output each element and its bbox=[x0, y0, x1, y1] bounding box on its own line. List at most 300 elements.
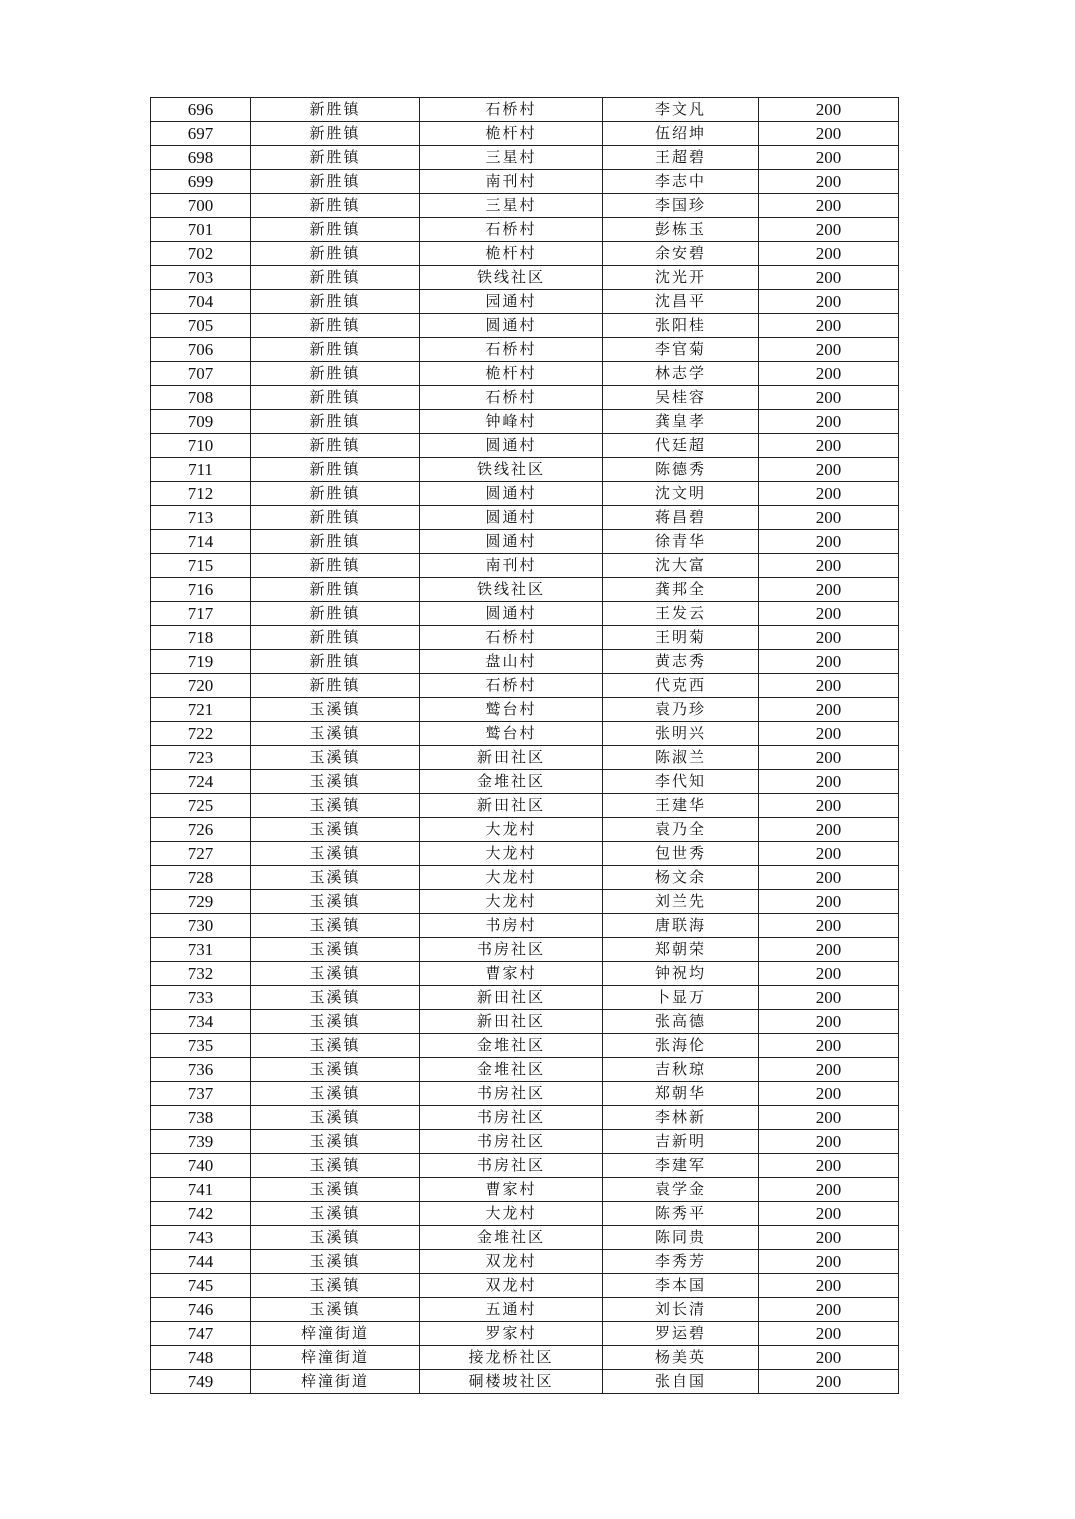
amount-cell: 200 bbox=[759, 410, 899, 434]
person-name-cell: 李林新 bbox=[603, 1106, 759, 1130]
town-cell: 新胜镇 bbox=[251, 434, 420, 458]
serial-number-cell: 707 bbox=[151, 362, 251, 386]
serial-number-cell: 717 bbox=[151, 602, 251, 626]
serial-number-cell: 732 bbox=[151, 962, 251, 986]
amount-cell: 200 bbox=[759, 914, 899, 938]
table-row bbox=[151, 962, 899, 986]
village-cell: 金堆社区 bbox=[420, 1058, 603, 1082]
town-cell: 新胜镇 bbox=[251, 410, 420, 434]
amount-cell: 200 bbox=[759, 482, 899, 506]
town-cell: 新胜镇 bbox=[251, 458, 420, 482]
serial-number-cell: 744 bbox=[151, 1250, 251, 1274]
amount-cell: 200 bbox=[759, 1202, 899, 1226]
table-row bbox=[151, 794, 899, 818]
amount-cell: 200 bbox=[759, 1106, 899, 1130]
village-cell: 南刊村 bbox=[420, 554, 603, 578]
amount-cell: 200 bbox=[759, 626, 899, 650]
village-cell: 金堆社区 bbox=[420, 770, 603, 794]
table-row bbox=[151, 362, 899, 386]
person-name-cell: 李文凡 bbox=[603, 98, 759, 122]
serial-number-cell: 737 bbox=[151, 1082, 251, 1106]
village-cell: 曹家村 bbox=[420, 962, 603, 986]
table-row bbox=[151, 1346, 899, 1370]
serial-number-cell: 742 bbox=[151, 1202, 251, 1226]
table-row bbox=[151, 170, 899, 194]
person-name-cell: 陈同贵 bbox=[603, 1226, 759, 1250]
village-cell: 三星村 bbox=[420, 194, 603, 218]
village-cell: 鹫台村 bbox=[420, 722, 603, 746]
serial-number-cell: 714 bbox=[151, 530, 251, 554]
amount-cell: 200 bbox=[759, 842, 899, 866]
table-row bbox=[151, 266, 899, 290]
village-cell: 书房社区 bbox=[420, 938, 603, 962]
person-name-cell: 沈大富 bbox=[603, 554, 759, 578]
table-row bbox=[151, 482, 899, 506]
village-cell: 新田社区 bbox=[420, 794, 603, 818]
table-row bbox=[151, 338, 899, 362]
person-name-cell: 杨文余 bbox=[603, 866, 759, 890]
person-name-cell: 李本国 bbox=[603, 1274, 759, 1298]
person-name-cell: 余安碧 bbox=[603, 242, 759, 266]
village-cell: 大龙村 bbox=[420, 818, 603, 842]
town-cell: 玉溪镇 bbox=[251, 866, 420, 890]
village-cell: 盘山村 bbox=[420, 650, 603, 674]
village-cell: 石桥村 bbox=[420, 386, 603, 410]
table-row bbox=[151, 458, 899, 482]
person-name-cell: 张自国 bbox=[603, 1370, 759, 1394]
serial-number-cell: 698 bbox=[151, 146, 251, 170]
table-row bbox=[151, 530, 899, 554]
serial-number-cell: 708 bbox=[151, 386, 251, 410]
table-row bbox=[151, 242, 899, 266]
person-name-cell: 包世秀 bbox=[603, 842, 759, 866]
town-cell: 玉溪镇 bbox=[251, 722, 420, 746]
town-cell: 新胜镇 bbox=[251, 650, 420, 674]
table-row bbox=[151, 1010, 899, 1034]
person-name-cell: 龚皇孝 bbox=[603, 410, 759, 434]
amount-cell: 200 bbox=[759, 770, 899, 794]
person-name-cell: 代廷超 bbox=[603, 434, 759, 458]
table-row bbox=[151, 698, 899, 722]
serial-number-cell: 741 bbox=[151, 1178, 251, 1202]
village-cell: 石桥村 bbox=[420, 626, 603, 650]
serial-number-cell: 720 bbox=[151, 674, 251, 698]
person-name-cell: 吴桂容 bbox=[603, 386, 759, 410]
person-name-cell: 张明兴 bbox=[603, 722, 759, 746]
town-cell: 新胜镇 bbox=[251, 362, 420, 386]
village-cell: 石桥村 bbox=[420, 98, 603, 122]
serial-number-cell: 727 bbox=[151, 842, 251, 866]
person-name-cell: 黄志秀 bbox=[603, 650, 759, 674]
town-cell: 新胜镇 bbox=[251, 122, 420, 146]
table-row bbox=[151, 890, 899, 914]
town-cell: 新胜镇 bbox=[251, 386, 420, 410]
serial-number-cell: 722 bbox=[151, 722, 251, 746]
amount-cell: 200 bbox=[759, 1226, 899, 1250]
person-name-cell: 王超碧 bbox=[603, 146, 759, 170]
town-cell: 新胜镇 bbox=[251, 530, 420, 554]
town-cell: 新胜镇 bbox=[251, 554, 420, 578]
table-row bbox=[151, 1082, 899, 1106]
town-cell: 玉溪镇 bbox=[251, 1178, 420, 1202]
serial-number-cell: 711 bbox=[151, 458, 251, 482]
serial-number-cell: 745 bbox=[151, 1274, 251, 1298]
data-table bbox=[150, 97, 899, 1394]
village-cell: 书房社区 bbox=[420, 1106, 603, 1130]
table-row bbox=[151, 650, 899, 674]
table-row bbox=[151, 602, 899, 626]
town-cell: 玉溪镇 bbox=[251, 890, 420, 914]
serial-number-cell: 731 bbox=[151, 938, 251, 962]
table-row bbox=[151, 146, 899, 170]
person-name-cell: 刘长清 bbox=[603, 1298, 759, 1322]
serial-number-cell: 749 bbox=[151, 1370, 251, 1394]
person-name-cell: 袁乃珍 bbox=[603, 698, 759, 722]
person-name-cell: 郑朝荣 bbox=[603, 938, 759, 962]
serial-number-cell: 718 bbox=[151, 626, 251, 650]
serial-number-cell: 733 bbox=[151, 986, 251, 1010]
table-row bbox=[151, 554, 899, 578]
town-cell: 玉溪镇 bbox=[251, 1010, 420, 1034]
serial-number-cell: 743 bbox=[151, 1226, 251, 1250]
town-cell: 新胜镇 bbox=[251, 578, 420, 602]
table-row bbox=[151, 1274, 899, 1298]
amount-cell: 200 bbox=[759, 1178, 899, 1202]
table-row bbox=[151, 1154, 899, 1178]
town-cell: 玉溪镇 bbox=[251, 698, 420, 722]
village-cell: 圆通村 bbox=[420, 530, 603, 554]
table-row bbox=[151, 626, 899, 650]
table-row bbox=[151, 194, 899, 218]
person-name-cell: 徐青华 bbox=[603, 530, 759, 554]
table-row bbox=[151, 1370, 899, 1394]
town-cell: 玉溪镇 bbox=[251, 1226, 420, 1250]
village-cell: 三星村 bbox=[420, 146, 603, 170]
village-cell: 石桥村 bbox=[420, 674, 603, 698]
amount-cell: 200 bbox=[759, 1010, 899, 1034]
village-cell: 五通村 bbox=[420, 1298, 603, 1322]
town-cell: 新胜镇 bbox=[251, 218, 420, 242]
table-row bbox=[151, 1202, 899, 1226]
person-name-cell: 唐联海 bbox=[603, 914, 759, 938]
serial-number-cell: 725 bbox=[151, 794, 251, 818]
village-cell: 大龙村 bbox=[420, 866, 603, 890]
town-cell: 玉溪镇 bbox=[251, 1154, 420, 1178]
amount-cell: 200 bbox=[759, 746, 899, 770]
town-cell: 新胜镇 bbox=[251, 194, 420, 218]
serial-number-cell: 726 bbox=[151, 818, 251, 842]
amount-cell: 200 bbox=[759, 242, 899, 266]
table-row bbox=[151, 1322, 899, 1346]
amount-cell: 200 bbox=[759, 290, 899, 314]
town-cell: 梓潼街道 bbox=[251, 1370, 420, 1394]
person-name-cell: 郑朝华 bbox=[603, 1082, 759, 1106]
town-cell: 玉溪镇 bbox=[251, 914, 420, 938]
table-row bbox=[151, 218, 899, 242]
person-name-cell: 代克西 bbox=[603, 674, 759, 698]
amount-cell: 200 bbox=[759, 794, 899, 818]
town-cell: 玉溪镇 bbox=[251, 746, 420, 770]
serial-number-cell: 729 bbox=[151, 890, 251, 914]
town-cell: 新胜镇 bbox=[251, 314, 420, 338]
amount-cell: 200 bbox=[759, 1322, 899, 1346]
person-name-cell: 龚邦全 bbox=[603, 578, 759, 602]
table-row bbox=[151, 386, 899, 410]
amount-cell: 200 bbox=[759, 338, 899, 362]
village-cell: 鹫台村 bbox=[420, 698, 603, 722]
village-cell: 圆通村 bbox=[420, 314, 603, 338]
table-row bbox=[151, 938, 899, 962]
amount-cell: 200 bbox=[759, 122, 899, 146]
town-cell: 玉溪镇 bbox=[251, 770, 420, 794]
town-cell: 玉溪镇 bbox=[251, 1274, 420, 1298]
amount-cell: 200 bbox=[759, 218, 899, 242]
table-row bbox=[151, 434, 899, 458]
village-cell: 大龙村 bbox=[420, 890, 603, 914]
amount-cell: 200 bbox=[759, 938, 899, 962]
town-cell: 新胜镇 bbox=[251, 338, 420, 362]
amount-cell: 200 bbox=[759, 266, 899, 290]
amount-cell: 200 bbox=[759, 386, 899, 410]
serial-number-cell: 723 bbox=[151, 746, 251, 770]
amount-cell: 200 bbox=[759, 434, 899, 458]
town-cell: 玉溪镇 bbox=[251, 962, 420, 986]
village-cell: 双龙村 bbox=[420, 1274, 603, 1298]
amount-cell: 200 bbox=[759, 554, 899, 578]
village-cell: 钟峰村 bbox=[420, 410, 603, 434]
town-cell: 新胜镇 bbox=[251, 242, 420, 266]
village-cell: 新田社区 bbox=[420, 746, 603, 770]
village-cell: 书房村 bbox=[420, 914, 603, 938]
table-row bbox=[151, 914, 899, 938]
person-name-cell: 彭栋玉 bbox=[603, 218, 759, 242]
village-cell: 南刊村 bbox=[420, 170, 603, 194]
table-row bbox=[151, 1058, 899, 1082]
amount-cell: 200 bbox=[759, 1370, 899, 1394]
person-name-cell: 吉新明 bbox=[603, 1130, 759, 1154]
amount-cell: 200 bbox=[759, 578, 899, 602]
serial-number-cell: 696 bbox=[151, 98, 251, 122]
serial-number-cell: 736 bbox=[151, 1058, 251, 1082]
serial-number-cell: 728 bbox=[151, 866, 251, 890]
village-cell: 金堆社区 bbox=[420, 1226, 603, 1250]
serial-number-cell: 704 bbox=[151, 290, 251, 314]
person-name-cell: 张阳桂 bbox=[603, 314, 759, 338]
village-cell: 桅杆村 bbox=[420, 362, 603, 386]
amount-cell: 200 bbox=[759, 1298, 899, 1322]
person-name-cell: 李志中 bbox=[603, 170, 759, 194]
amount-cell: 200 bbox=[759, 362, 899, 386]
town-cell: 新胜镇 bbox=[251, 506, 420, 530]
table-row bbox=[151, 410, 899, 434]
serial-number-cell: 699 bbox=[151, 170, 251, 194]
amount-cell: 200 bbox=[759, 890, 899, 914]
table-row bbox=[151, 1034, 899, 1058]
town-cell: 玉溪镇 bbox=[251, 1250, 420, 1274]
town-cell: 玉溪镇 bbox=[251, 986, 420, 1010]
village-cell: 书房社区 bbox=[420, 1154, 603, 1178]
amount-cell: 200 bbox=[759, 314, 899, 338]
serial-number-cell: 716 bbox=[151, 578, 251, 602]
person-name-cell: 王明菊 bbox=[603, 626, 759, 650]
table-row bbox=[151, 842, 899, 866]
amount-cell: 200 bbox=[759, 1130, 899, 1154]
village-cell: 园通村 bbox=[420, 290, 603, 314]
town-cell: 玉溪镇 bbox=[251, 1034, 420, 1058]
amount-cell: 200 bbox=[759, 722, 899, 746]
amount-cell: 200 bbox=[759, 1274, 899, 1298]
village-cell: 书房社区 bbox=[420, 1130, 603, 1154]
serial-number-cell: 709 bbox=[151, 410, 251, 434]
table-row bbox=[151, 506, 899, 530]
person-name-cell: 陈淑兰 bbox=[603, 746, 759, 770]
person-name-cell: 李代知 bbox=[603, 770, 759, 794]
serial-number-cell: 739 bbox=[151, 1130, 251, 1154]
serial-number-cell: 740 bbox=[151, 1154, 251, 1178]
table-row bbox=[151, 1130, 899, 1154]
amount-cell: 200 bbox=[759, 1034, 899, 1058]
person-name-cell: 袁学金 bbox=[603, 1178, 759, 1202]
person-name-cell: 沈光开 bbox=[603, 266, 759, 290]
village-cell: 石桥村 bbox=[420, 218, 603, 242]
village-cell: 金堆社区 bbox=[420, 1034, 603, 1058]
village-cell: 圆通村 bbox=[420, 506, 603, 530]
amount-cell: 200 bbox=[759, 818, 899, 842]
serial-number-cell: 702 bbox=[151, 242, 251, 266]
village-cell: 石桥村 bbox=[420, 338, 603, 362]
village-cell: 书房社区 bbox=[420, 1082, 603, 1106]
serial-number-cell: 719 bbox=[151, 650, 251, 674]
table-row bbox=[151, 722, 899, 746]
table-row bbox=[151, 578, 899, 602]
village-cell: 圆通村 bbox=[420, 602, 603, 626]
person-name-cell: 李国珍 bbox=[603, 194, 759, 218]
town-cell: 玉溪镇 bbox=[251, 1082, 420, 1106]
serial-number-cell: 748 bbox=[151, 1346, 251, 1370]
village-cell: 接龙桥社区 bbox=[420, 1346, 603, 1370]
amount-cell: 200 bbox=[759, 650, 899, 674]
serial-number-cell: 735 bbox=[151, 1034, 251, 1058]
village-cell: 罗家村 bbox=[420, 1322, 603, 1346]
town-cell: 玉溪镇 bbox=[251, 794, 420, 818]
village-cell: 铁线社区 bbox=[420, 578, 603, 602]
town-cell: 梓潼街道 bbox=[251, 1346, 420, 1370]
serial-number-cell: 747 bbox=[151, 1322, 251, 1346]
serial-number-cell: 712 bbox=[151, 482, 251, 506]
serial-number-cell: 721 bbox=[151, 698, 251, 722]
town-cell: 新胜镇 bbox=[251, 602, 420, 626]
person-name-cell: 伍绍坤 bbox=[603, 122, 759, 146]
table-row bbox=[151, 1178, 899, 1202]
serial-number-cell: 715 bbox=[151, 554, 251, 578]
table-row bbox=[151, 746, 899, 770]
amount-cell: 200 bbox=[759, 962, 899, 986]
amount-cell: 200 bbox=[759, 194, 899, 218]
serial-number-cell: 700 bbox=[151, 194, 251, 218]
serial-number-cell: 734 bbox=[151, 1010, 251, 1034]
town-cell: 玉溪镇 bbox=[251, 1106, 420, 1130]
village-cell: 硐楼坡社区 bbox=[420, 1370, 603, 1394]
amount-cell: 200 bbox=[759, 602, 899, 626]
table-row bbox=[151, 122, 899, 146]
amount-cell: 200 bbox=[759, 1346, 899, 1370]
village-cell: 桅杆村 bbox=[420, 122, 603, 146]
serial-number-cell: 724 bbox=[151, 770, 251, 794]
table-row bbox=[151, 818, 899, 842]
person-name-cell: 沈文明 bbox=[603, 482, 759, 506]
person-name-cell: 林志学 bbox=[603, 362, 759, 386]
serial-number-cell: 706 bbox=[151, 338, 251, 362]
person-name-cell: 李建军 bbox=[603, 1154, 759, 1178]
village-cell: 双龙村 bbox=[420, 1250, 603, 1274]
village-cell: 大龙村 bbox=[420, 1202, 603, 1226]
table-row bbox=[151, 986, 899, 1010]
person-name-cell: 王建华 bbox=[603, 794, 759, 818]
village-cell: 大龙村 bbox=[420, 842, 603, 866]
serial-number-cell: 730 bbox=[151, 914, 251, 938]
town-cell: 玉溪镇 bbox=[251, 818, 420, 842]
person-name-cell: 吉秋琼 bbox=[603, 1058, 759, 1082]
amount-cell: 200 bbox=[759, 98, 899, 122]
amount-cell: 200 bbox=[759, 1082, 899, 1106]
town-cell: 新胜镇 bbox=[251, 146, 420, 170]
village-cell: 圆通村 bbox=[420, 434, 603, 458]
town-cell: 新胜镇 bbox=[251, 266, 420, 290]
table-row bbox=[151, 98, 899, 122]
town-cell: 新胜镇 bbox=[251, 482, 420, 506]
table-row bbox=[151, 1250, 899, 1274]
amount-cell: 200 bbox=[759, 674, 899, 698]
serial-number-cell: 705 bbox=[151, 314, 251, 338]
person-name-cell: 刘兰先 bbox=[603, 890, 759, 914]
town-cell: 玉溪镇 bbox=[251, 938, 420, 962]
amount-cell: 200 bbox=[759, 1058, 899, 1082]
table-body bbox=[151, 98, 899, 1394]
person-name-cell: 张高德 bbox=[603, 1010, 759, 1034]
person-name-cell: 袁乃全 bbox=[603, 818, 759, 842]
table-row bbox=[151, 290, 899, 314]
table-row bbox=[151, 314, 899, 338]
town-cell: 梓潼街道 bbox=[251, 1322, 420, 1346]
serial-number-cell: 738 bbox=[151, 1106, 251, 1130]
person-name-cell: 张海伦 bbox=[603, 1034, 759, 1058]
town-cell: 玉溪镇 bbox=[251, 1298, 420, 1322]
amount-cell: 200 bbox=[759, 698, 899, 722]
table-row bbox=[151, 1106, 899, 1130]
table-row bbox=[151, 770, 899, 794]
person-name-cell: 杨美英 bbox=[603, 1346, 759, 1370]
serial-number-cell: 713 bbox=[151, 506, 251, 530]
person-name-cell: 钟祝均 bbox=[603, 962, 759, 986]
person-name-cell: 罗运碧 bbox=[603, 1322, 759, 1346]
serial-number-cell: 703 bbox=[151, 266, 251, 290]
person-name-cell: 李官菊 bbox=[603, 338, 759, 362]
serial-number-cell: 710 bbox=[151, 434, 251, 458]
person-name-cell: 陈德秀 bbox=[603, 458, 759, 482]
amount-cell: 200 bbox=[759, 170, 899, 194]
person-name-cell: 李秀芳 bbox=[603, 1250, 759, 1274]
amount-cell: 200 bbox=[759, 530, 899, 554]
town-cell: 玉溪镇 bbox=[251, 1130, 420, 1154]
amount-cell: 200 bbox=[759, 458, 899, 482]
village-cell: 新田社区 bbox=[420, 986, 603, 1010]
village-cell: 新田社区 bbox=[420, 1010, 603, 1034]
serial-number-cell: 697 bbox=[151, 122, 251, 146]
table-row bbox=[151, 674, 899, 698]
amount-cell: 200 bbox=[759, 1250, 899, 1274]
village-cell: 铁线社区 bbox=[420, 458, 603, 482]
table-row bbox=[151, 866, 899, 890]
